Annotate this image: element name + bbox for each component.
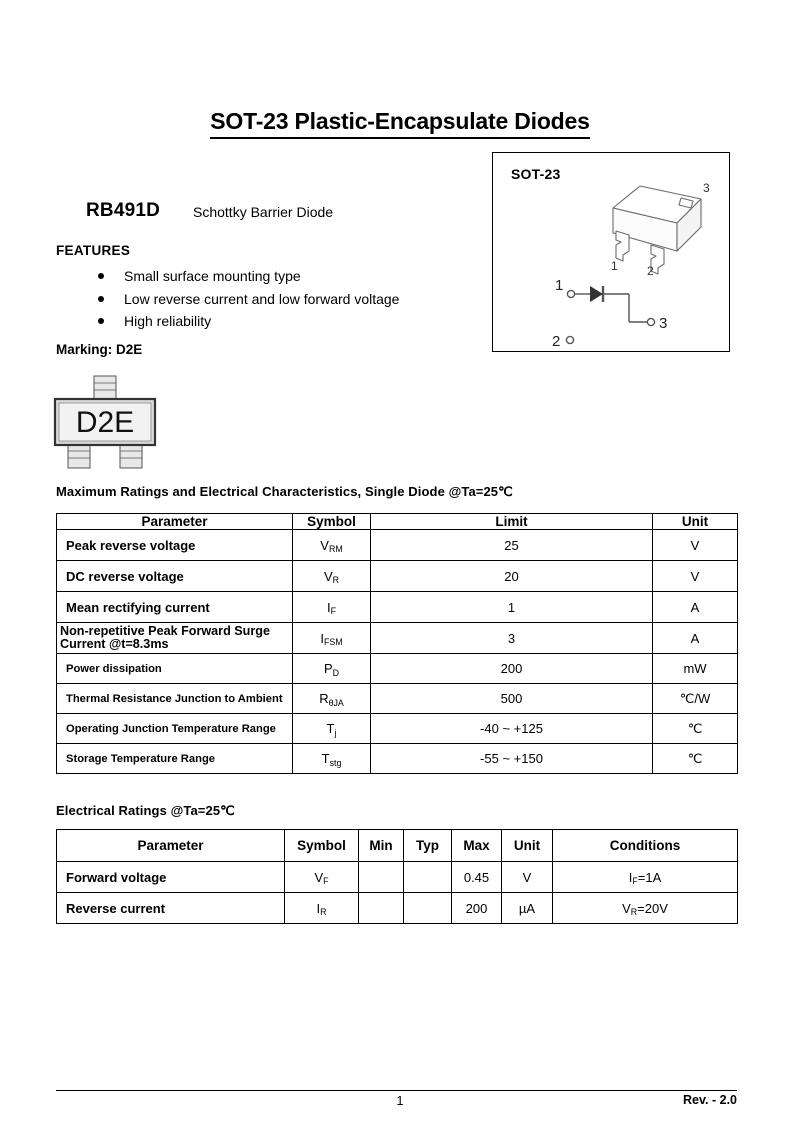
table-row	[57, 684, 738, 714]
cell-parameter: Operating Junction Temperature Range	[57, 714, 293, 744]
table-row	[57, 623, 738, 654]
cell-typ	[404, 862, 452, 893]
cell-unit: ℃	[653, 744, 738, 774]
max-ratings-table	[56, 513, 738, 774]
cell-unit: V	[653, 530, 738, 561]
schematic-pin-label-2: 2	[552, 333, 561, 349]
marking-code: D2E	[75, 406, 135, 439]
cell-symbol: $I_R$	[285, 893, 359, 924]
column-header-parameter: Parameter	[57, 830, 285, 862]
table-row	[57, 714, 738, 744]
column-header-unit: Unit	[653, 514, 738, 530]
cell-symbol: $T_{stg}$	[293, 744, 371, 774]
schematic-pin-label-1: 1	[555, 277, 564, 294]
schematic-pin-label-3: 3	[659, 315, 668, 332]
marking-package-diagram	[50, 372, 170, 470]
column-header-unit: Unit	[502, 830, 553, 862]
part-number: RB491D	[86, 200, 161, 221]
feature-text: Small surface mounting type	[124, 268, 301, 284]
cell-conditions: $V_R=20V$	[553, 893, 738, 924]
table-row	[57, 862, 738, 893]
table-row	[57, 530, 738, 561]
cell-limit: 20	[371, 561, 653, 592]
cell-limit: -55 ~ +150	[371, 744, 653, 774]
column-header-typ: Typ	[404, 830, 452, 862]
cell-symbol: $I_F$	[293, 592, 371, 623]
cell-unit: A	[653, 592, 738, 623]
cell-limit: 500	[371, 684, 653, 714]
list-item	[94, 310, 399, 333]
column-header-symbol: Symbol	[293, 514, 371, 530]
cell-limit: 200	[371, 654, 653, 684]
cell-min	[359, 862, 404, 893]
cell-parameter: Power dissipation	[57, 654, 293, 684]
package-box-title: SOT-23	[511, 166, 561, 182]
bullet-icon	[98, 318, 104, 324]
cell-limit: -40 ~ +125	[371, 714, 653, 744]
footer-revision: Rev. - 2.0	[683, 1093, 737, 1107]
part-description: Schottky Barrier Diode	[193, 204, 334, 220]
column-header-max: Max	[452, 830, 502, 862]
table-row	[57, 654, 738, 684]
cell-symbol: $V_R$	[293, 561, 371, 592]
cell-unit: mW	[653, 654, 738, 684]
cell-unit: V	[653, 561, 738, 592]
column-header-conditions: Conditions	[553, 830, 738, 862]
table-header-row	[57, 830, 738, 862]
feature-text: High reliability	[124, 313, 212, 329]
cell-parameter: Non-repetitive Peak Forward Surge Current @t=8.3ms	[57, 623, 293, 654]
column-header-min: Min	[359, 830, 404, 862]
pin-label-3: 3	[703, 181, 710, 195]
list-item	[94, 288, 399, 311]
max-ratings-caption: Maximum Ratings and Electrical Characteristics, Single Diode @Ta=25℃	[56, 484, 513, 499]
cell-max: 0.45	[452, 862, 502, 893]
feature-text: Low reverse current and low forward voltage	[124, 290, 400, 307]
cell-unit: V	[502, 862, 553, 893]
cell-symbol: $V_F$	[285, 862, 359, 893]
cell-symbol: $V_{RM}$	[293, 530, 371, 561]
table-row	[57, 561, 738, 592]
cell-min	[359, 893, 404, 924]
electrical-ratings-caption: Electrical Ratings @Ta=25℃	[56, 803, 235, 818]
cell-parameter: Thermal Resistance Junction to Ambient	[57, 684, 293, 714]
list-item	[94, 265, 399, 288]
cell-parameter: Forward voltage	[57, 862, 285, 893]
column-header-symbol: Symbol	[285, 830, 359, 862]
cell-conditions: $I_F=1A$	[553, 862, 738, 893]
table-row	[57, 592, 738, 623]
column-header-parameter: Parameter	[57, 514, 293, 530]
bullet-icon	[98, 296, 104, 302]
cell-unit: ℃/W	[653, 684, 738, 714]
cell-symbol: $R_{\theta JA}$	[293, 684, 371, 714]
cell-limit: 25	[371, 530, 653, 561]
cell-parameter: DC reverse voltage	[57, 561, 293, 592]
cell-parameter: Storage Temperature Range	[57, 744, 293, 774]
cell-unit: µA	[502, 893, 553, 924]
cell-unit: A	[653, 623, 738, 654]
cell-symbol: $I_{FSM}$	[293, 623, 371, 654]
package-outline-box	[492, 152, 730, 352]
electrical-ratings-table	[56, 829, 738, 924]
pin-label-2: 2	[647, 264, 654, 275]
footer-page-number: 1	[396, 1094, 404, 1108]
package-3d-drawing	[585, 175, 715, 275]
cell-limit: 3	[371, 623, 653, 654]
pin-label-1: 1	[611, 259, 618, 273]
cell-symbol: $P_D$	[293, 654, 371, 684]
table-header-row	[57, 514, 738, 530]
features-list	[94, 265, 399, 333]
column-header-limit: Limit	[371, 514, 653, 530]
cell-limit: 1	[371, 592, 653, 623]
table-row	[57, 744, 738, 774]
cell-typ	[404, 893, 452, 924]
diode-schematic-symbol	[507, 271, 717, 349]
cell-unit: ℃	[653, 714, 738, 744]
features-heading: FEATURES	[56, 243, 131, 258]
page-title	[0, 108, 800, 135]
cell-parameter: Mean rectifying current	[57, 592, 293, 623]
cell-symbol: $T_j$	[293, 714, 371, 744]
footer-divider	[56, 1090, 737, 1091]
cell-parameter: Reverse current	[57, 893, 285, 924]
table-row	[57, 893, 738, 924]
marking-label: Marking: D2E	[56, 342, 143, 357]
page-title-text: SOT-23 Plastic-Encapsulate Diodes	[210, 108, 589, 139]
cell-parameter: Peak reverse voltage	[57, 530, 293, 561]
bullet-icon	[98, 273, 104, 279]
cell-max: 200	[452, 893, 502, 924]
